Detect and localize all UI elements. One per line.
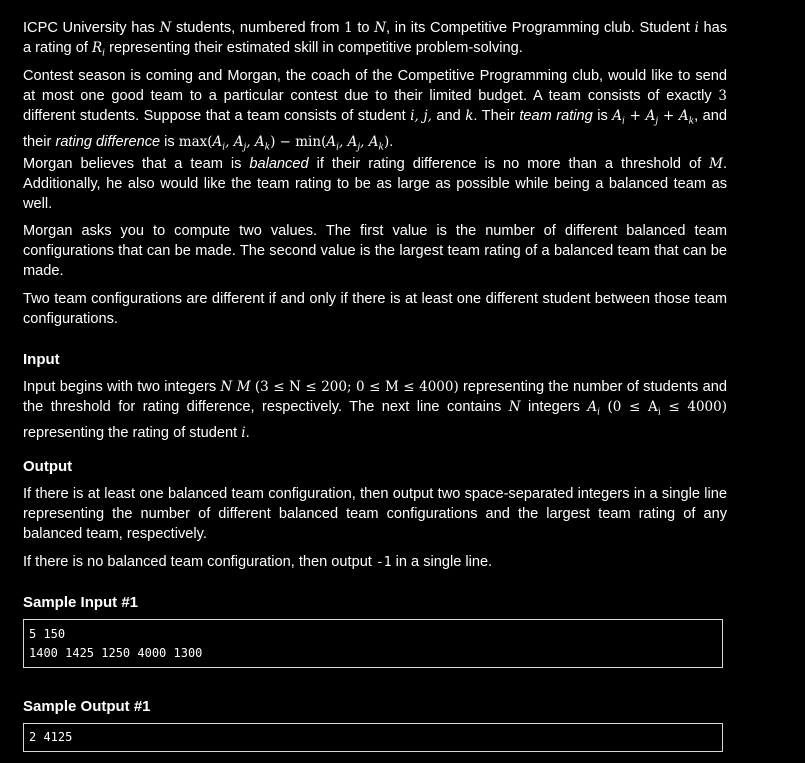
team-rating-formula: $A_i + A_j + A_k$ (612, 108, 695, 127)
configuration-paragraph: Two team configurations are different if and only if there is at least one different student between those team configurations. (23, 291, 727, 327)
team-definition-paragraph: Contest season is coming and Morgan, the coach of the Competitive Programming club, would like to send at most one good team to a particular contest due to their limited budget. A team consists of exactly 3 different students. Suppose that a team consists of student i, j, and k. Their team rating is $A_i + A_j + A_k$, and their rating difference is $\max(A_i$, $A_j$, $A_k) - \min(A_i$, $A_j$, $A_k$). (23, 68, 727, 153)
sample-output-box[interactable] (23, 723, 723, 752)
sample-input-line: 1400 1425 1250 4000 1300 (29, 646, 203, 660)
compute-paragraph: Morgan asks you to compute two values. The first value is the number of different balanced team configurations that can be made. The second value is the largest team rating of a balanced team that can be made. (23, 223, 727, 279)
sample-output-line: 2 4125 (29, 730, 73, 744)
output-heading: Output (23, 458, 73, 475)
output-description: If there is at least one balanced team configuration, then output two space-separated integers in a single line representing the number of different balanced team configurations and the largest team rating of any balanced team, respectively. (23, 486, 727, 542)
sample-output-heading: Sample Output #1 (23, 698, 151, 715)
input-heading: Input (23, 351, 60, 368)
sample-input-box[interactable] (23, 619, 723, 668)
intro-paragraph: ICPC University has N students, numbered from 1 to N, in its Competitive Programming club. Student i has a rating of $R_i$ representing their estimated skill in competitive problem-solving. (23, 20, 728, 59)
sample-input-heading: Sample Input #1 (23, 594, 139, 611)
sample-input-line: 5 150 (29, 627, 66, 641)
output-no-team: If there is no balanced team configuration, then output -1 in a single line. (23, 554, 493, 570)
rating-difference-formula: $\max(A_i$, $A_j$, $A_k) - \min(A_i$, $A_j$, $A_k$) (178, 133, 390, 153)
input-description: Input begins with two integers N M (3 ≤ N ≤ 200; 0 ≤ M ≤ 4000) representing the number of students and the threshold for rating difference, respectively. The next line contains N integers $A_i$ $(0 \le A_i \le 4000)$ representing the rating of student i. (23, 379, 728, 441)
balanced-paragraph: Morgan believes that a team is balanced if their rating difference is no more than a threshold of M. Additionally, he also would like the team rating to be as large as possible while being a balanced team as well. (23, 156, 727, 212)
